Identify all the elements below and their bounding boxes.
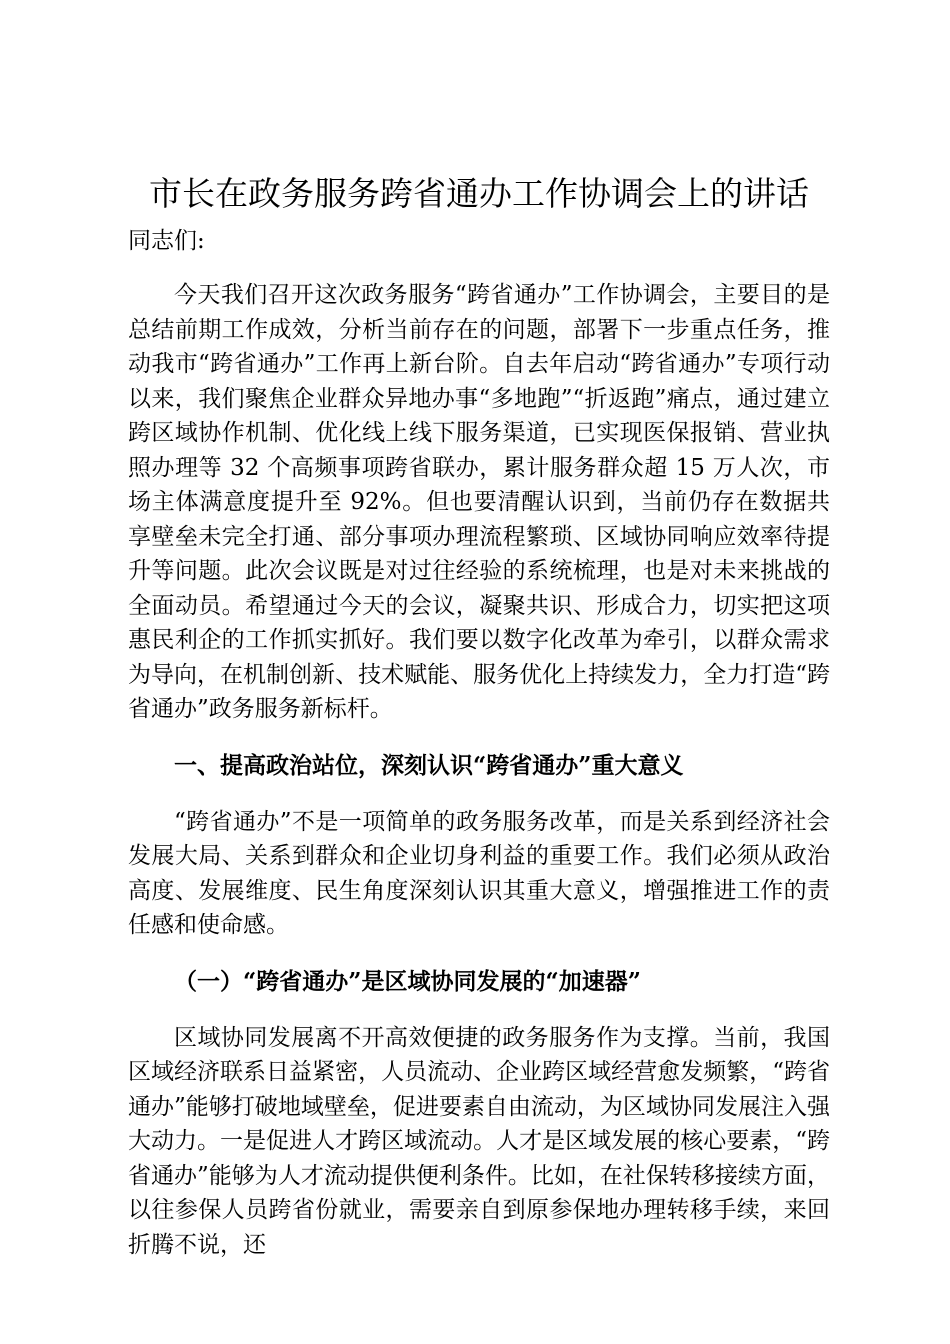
subsection-1-paragraph: 区域协同发展离不开高效便捷的政务服务作为支撑。当前，我国区域经济联系日益紧密，人员流动、企业跨区域经营愈发频繁，“跨省通办”能够打破地域壁垒，促进要素自由流动，为区域协同发展注入强大动力。一是促进人才跨区域流动。人才是区域发展的核心要素，“跨省通办”能够为人才流动提供便利条件。比如，在社保转移接续方面，以往参保人员跨省份就业，需要亲自到原参保地办理转移手续，来回折腾不说，还 bbox=[128, 1024, 830, 1258]
section-heading-1: 一、提高政治站位，深刻认识“跨省通办”重大意义 bbox=[174, 751, 684, 779]
intro-paragraph: 今天我们召开这次政务服务“跨省通办”工作协调会，主要目的是总结前期工作成效，分析当前存在的问题，部署下一步重点任务，推动我市“跨省通办”工作再上新台阶。自去年启动“跨省通办”专项行动以来，我们聚焦企业群众异地办事“多地跑”“折返跑”痛点，通过建立跨区域协作机制、优化线上线下服务渠道，已实现医保报销、营业执照办理等 32 个高频事项跨省联办，累计服务群众超 15 万人次，市场主体满意度提升至 92%。但也要清醒认识到，当前仍存在数据共享壁垒未完全打通、部分事项办理流程繁琐、区域协同响应效率待提升等问题。此次会议既是对过往经验的系统梳理，也是对未来挑战的全面动员。希望通过今天的会议，凝聚共识、形成合力，切实把这项惠民利企的工作抓实抓好。我们要以数字化改革为牵引，以群众需求为导向，在机制创新、技术赋能、服务优化上持续发力，全力打造“跨省通办”政务服务新标杆。 bbox=[128, 282, 830, 722]
salutation: 同志们: bbox=[128, 228, 205, 254]
document-title: 市长在政务服务跨省通办工作协调会上的讲话 bbox=[149, 174, 809, 213]
document-page bbox=[128, 170, 830, 1262]
subsection-heading-1: （一）“跨省通办”是区域协同发展的“加速器” bbox=[174, 967, 641, 995]
section-1-paragraph: “跨省通办”不是一项简单的政务服务改革，而是关系到经济社会发展大局、关系到群众和企业切身利益的重要工作。我们必须从政治高度、发展维度、民生角度深刻认识其重大意义，增强推进工作的责任感和使命感。 bbox=[128, 808, 830, 938]
